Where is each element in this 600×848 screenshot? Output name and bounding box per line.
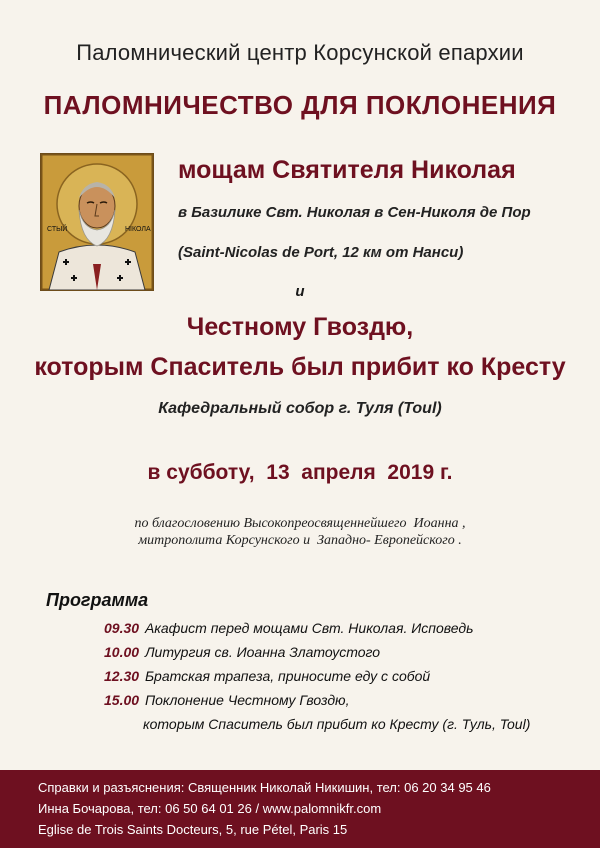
contact-footer [0,770,600,848]
program-text: Акафист перед мощами Свт. Николая. Исповедь [144,620,474,636]
program-item-continuation: которым Спаситель был прибит ко Кресту (г. Туль, Toul) [143,716,531,732]
program-heading: Программа [46,590,149,610]
footer-contact-priest: Справки и разъяснения: Священник Николай Никишин, тел: 06 20 34 95 46 [38,780,491,795]
footer-contact-inna: Инна Бочарова, тел: 06 50 64 01 26 / www.palomnikfr.com [38,801,382,816]
blessing-line-1: по благословению Высокопреосвященнейшего Иоанна , [134,516,466,531]
program-time: 09.30 [104,620,140,636]
organization-name: Паломнический центр Корсунской епархии [76,40,524,65]
relic-location-detail: (Saint-Nicolas de Port, 12 км от Нанси) [178,244,464,261]
main-title: ПАЛОМНИЧЕСТВО ДЛЯ ПОКЛОНЕНИЯ [43,90,557,120]
program-time: 12.30 [104,668,140,684]
relic-location: в Базилике Свт. Николая в Сен-Николя де Пор [178,204,531,221]
program-text: Братская трапеза, приносите еду с собой [144,668,431,684]
program-item [104,668,430,684]
saint-nicholas-icon [40,153,154,291]
footer-address: Eglise de Trois Saints Docteurs, 5, rue Pétel, Paris 15 [38,822,348,837]
blessing-line-2: митрополита Корсунского и Западно- Европейского . [138,533,462,548]
event-date: в субботу, 13 апреля 2019 г. [147,461,453,484]
relic-title: мощам Святителя Николая [178,156,516,184]
conjunction-text: и [295,283,305,300]
nail-subtitle: которым Спаситель был прибит ко Кресту [34,353,566,381]
program-text: Литургия св. Иоанна Златоустого [144,644,381,660]
program-text: Поклонение Честному Гвоздю, [144,692,350,708]
program-item [104,644,380,660]
nail-title: Честному Гвоздю, [186,313,414,341]
program-item [104,692,349,708]
icon-caption-left: СТЫЙ [47,226,68,233]
icon-caption-right: НІКОЛА [125,226,151,233]
cathedral-name: Кафедральный собор г. Туля (Toul) [158,400,442,417]
saint-nicholas-icon-art [41,154,153,290]
program-item [104,620,473,636]
program-time: 10.00 [104,644,140,660]
program-time: 15.00 [104,692,140,708]
